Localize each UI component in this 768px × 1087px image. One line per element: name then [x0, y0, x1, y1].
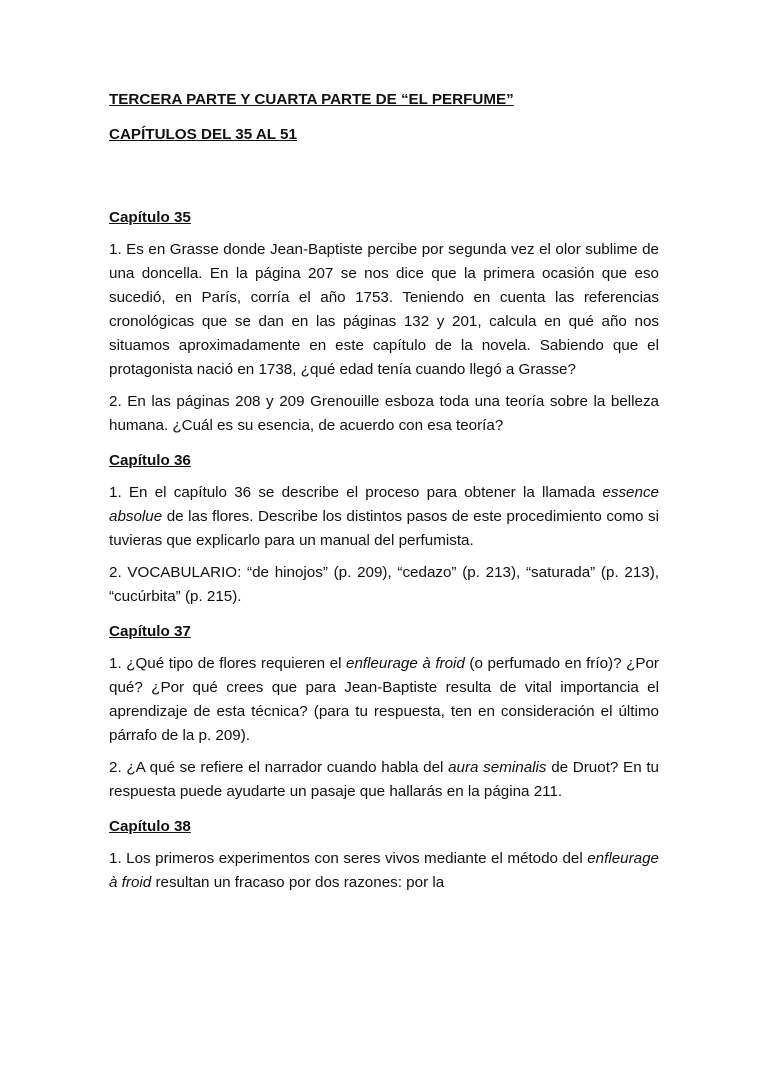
document-subtitle: CAPÍTULOS DEL 35 AL 51 [109, 126, 297, 143]
document-title: TERCERA PARTE Y CUARTA PARTE DE “EL PERFUME” [109, 91, 514, 108]
question-36-2: 2. VOCABULARIO: “de hinojos” (p. 209), “cedazo” (p. 213), “saturada” (p. 213), “cucúrbita” (p. 215). [109, 564, 659, 605]
question-36-1-text-b: de las flores. Describe los distintos pasos de este procedimiento como si tuvieras que explicarlo para un manual del perfumista. [109, 508, 659, 549]
question-35-1: 1. Es en Grasse donde Jean-Baptiste percibe por segunda vez el olor sublime de una doncella. En la página 207 se nos dice que la primera ocasión que eso sucedió, en París, corría el año 1753. Teniendo en cuenta las referencias cronológicas que se dan en las páginas 132 y 201, calcula en qué año nos situamos aproximadamente en este capítulo de la novela. Sabiendo que el protagonista nació en 1738, ¿qué edad tenía cuando llegó a Grasse? [109, 241, 659, 378]
question-36-1-text-a: 1. En el capítulo 36 se describe el proceso para obtener la llamada [109, 484, 603, 501]
chapter-heading-35: Capítulo 35 [109, 209, 191, 226]
question-37-2-text-b: de Druot? En tu respuesta puede ayudarte un pasaje que hallarás en la página 211. [109, 759, 659, 800]
chapter-heading-38: Capítulo 38 [109, 818, 191, 835]
question-36-1 [109, 481, 659, 553]
question-37-2-term: aura seminalis [448, 759, 547, 776]
question-37-1-text-b: (o perfumado en frío)? ¿Por qué? ¿Por qué crees que para Jean-Baptiste resulta de vital importancia el aprendizaje de esta técnica? (para tu respuesta, ten en consideración el último párrafo de la p. 209). [109, 655, 659, 744]
question-38-1-text-b: resultan un fracaso por dos razones: por la [151, 874, 445, 891]
chapter-heading-37: Capítulo 37 [109, 623, 191, 640]
question-37-2 [109, 756, 659, 804]
question-37-1 [109, 652, 659, 748]
question-38-1 [109, 847, 659, 895]
chapter-heading-36: Capítulo 36 [109, 452, 191, 469]
question-37-1-term: enfleurage à froid [346, 655, 465, 672]
question-37-2-text-a: 2. ¿A qué se refiere el narrador cuando habla del [109, 759, 449, 776]
question-36-1-term: essence absolue [109, 484, 659, 525]
question-37-1-text-a: 1. ¿Qué tipo de flores requieren el [109, 655, 346, 672]
question-35-2: 2. En las páginas 208 y 209 Grenouille esboza toda una teoría sobre la belleza humana. ¿Cuál es su esencia, de acuerdo con esa teoría? [109, 393, 659, 434]
question-38-1-text-a: 1. Los primeros experimentos con seres vivos mediante el método del [109, 850, 588, 867]
document-page [109, 88, 659, 895]
question-38-1-term: enfleurage à froid [109, 850, 659, 891]
